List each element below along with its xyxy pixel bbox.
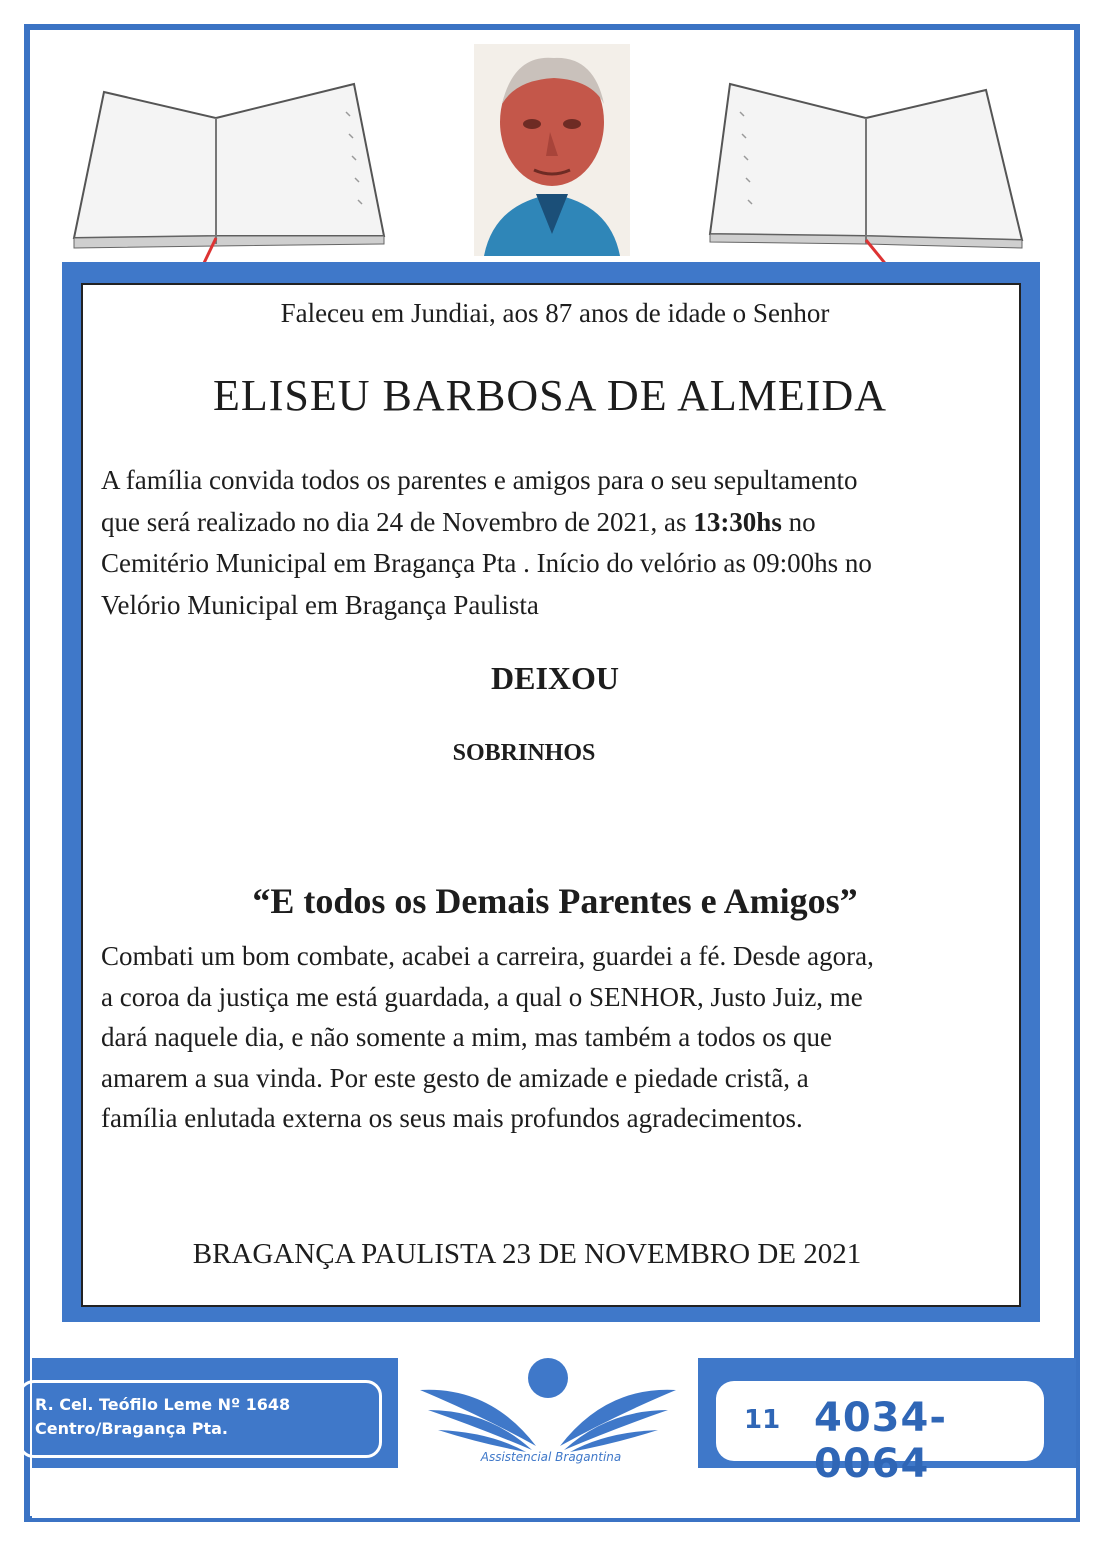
invitation-line: A família convida todos os parentes e amigos para o seu sepultamento: [101, 465, 858, 495]
verse-line: família enlutada externa os seus mais profundos agradecimentos.: [101, 1103, 803, 1133]
city-and-date: BRAGANÇA PAULISTA 23 DE NOVEMBRO DE 2021: [192, 1238, 862, 1270]
funeral-invitation: [101, 460, 1001, 626]
address-street: R. Cel. Teófilo Leme Nº 1648: [35, 1395, 291, 1414]
survivors-list: SOBRINHOS: [452, 740, 596, 766]
verse-line: a coroa da justiça me está guardada, a qual o SENHOR, Justo Juiz, me: [101, 981, 863, 1012]
invitation-text: que será realizado no dia 24 de Novembro de 2021, as: [101, 506, 694, 537]
verse-line: amarem a sua vinda. Por este gesto de amizade e piedade cristã, a: [101, 1062, 809, 1093]
deceased-name: ELISEU BARBOSA DE ALMEIDA: [212, 371, 888, 420]
notice-panel: [81, 283, 1021, 1307]
open-book-right-icon: [706, 72, 1036, 292]
invitation-line: Velório Municipal em Bragança Paulista: [101, 589, 539, 620]
deceased-portrait-photo: [474, 44, 630, 256]
address-box: [18, 1380, 382, 1458]
invitation-text: no: [781, 506, 816, 537]
verse-line: dará naquele dia, e não somente a mim, mas também a todos os que: [101, 1022, 833, 1052]
phone-box: [716, 1381, 1044, 1487]
relatives-and-friends-line: “E todos os Demais Parentes e Amigos”: [252, 881, 858, 921]
invitation-line: Cemitério Municipal em Bragança Pta . Início do velório as 09:00hs no: [101, 548, 872, 578]
logo-caption: Assistencial Bragantina: [480, 1450, 622, 1464]
burial-time: 13:30hs: [693, 506, 782, 537]
phone-area-code: 11: [744, 1405, 781, 1435]
phone-number: 4034-0064: [814, 1395, 947, 1487]
open-book-left-icon: [66, 72, 396, 292]
address-city: Centro/Bragança Pta.: [35, 1419, 228, 1438]
death-announcement-line: Faleceu em Jundiai, aos 87 anos de idade o Senhor: [280, 298, 830, 328]
bible-verse-paragraph: [101, 936, 1001, 1139]
survived-by-heading: DEIXOU: [490, 660, 619, 696]
invitation-line: [101, 502, 1001, 544]
verse-line: Combati um bom combate, acabei a carreira, guardei a fé. Desde agora,: [101, 941, 874, 971]
